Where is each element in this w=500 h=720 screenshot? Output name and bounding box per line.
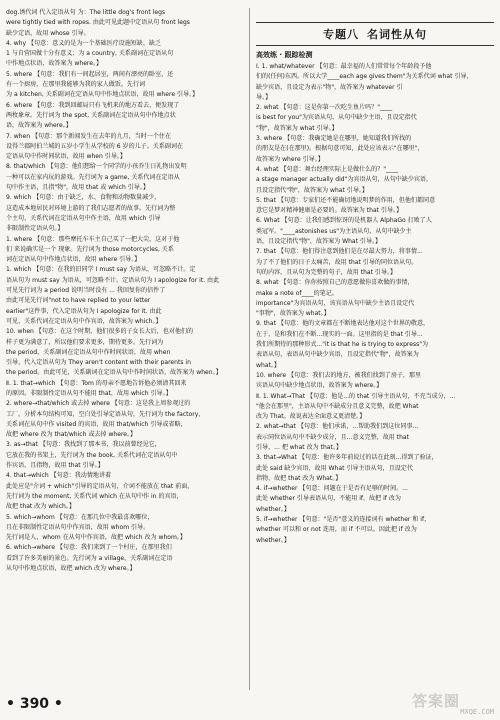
- text-line: whether。】: [256, 505, 290, 513]
- text-line: 从句中作地点状语，故把 which 改为 where。】: [6, 565, 136, 573]
- text-line: 5. that 【句意：专家们还不能确切地说明梦的作用，但他们都同意: [256, 196, 436, 204]
- text-line: 由此可见先行词"not to have replied to your letter: [6, 297, 151, 305]
- text-line: 3. where 【句意：我确定她是在哪里，她知道我们所找的: [256, 135, 412, 143]
- text-line: 它放在我的书架上，先行词为 the book, 关系代词在定语从句中: [6, 451, 178, 459]
- text-line: were tightly tied with ropes. 由此可见此题中定语从句 front legs: [6, 19, 190, 27]
- text-line: 6. which→where 【句意：我们来到了一个村庄，在那里我们: [6, 544, 172, 552]
- text-line: 指物，故把 that 改为 What。】: [256, 474, 342, 482]
- text-line: 的原因。非限制性定语从句不能用 that，故用 which 引导。】: [6, 389, 172, 397]
- text-line: 1. which 【句意：在我的旧同学 I must say 为语从，可忽略不计。定: [6, 266, 196, 274]
- text-line: 引导，代入定语从句为 They aren't content with their parents in: [6, 359, 191, 367]
- text-line: 作宾语，且指物，故用 that 引导。】: [6, 462, 104, 470]
- page-number: • 390 •: [6, 696, 63, 712]
- right-column-body: [256, 62, 494, 546]
- text-line: 此处应是"介词 + which"引导的定语从句，介词不能放在 that 前面，: [6, 482, 194, 490]
- text-line: 为 a kitchen, 关系副词在定语从句中作地点状语，故用 where 引导。】: [6, 91, 199, 99]
- text-line: 引导，... 把 what 改为 that。】: [256, 443, 342, 451]
- text-line: 在于，是和我们在不断...现实的一面。这里指的是 that 引导...: [256, 330, 423, 338]
- text-line: 有一个厨房，在那里我能够为我的家人做饭。先行词: [6, 81, 146, 89]
- text-line: 我们所期待的那种形式..."it is that he is trying to express"为: [256, 341, 429, 349]
- text-line: 工厂。分析本句结构可知，空白处引导定语从句，先行词为 the factory，: [6, 410, 205, 418]
- text-line: 此处 said 缺少宾语，故用 What 引导主语从句，且设定代: [256, 464, 413, 472]
- right-column: [256, 8, 494, 690]
- text-line: 故把 that 改为 which。】: [6, 503, 75, 511]
- text-line: 4. what 【句意：舞台经理实际上是做什么的？"____: [256, 165, 399, 173]
- text-line: 为了不了他们的日子太痛苦，故用 that 引导的同位语从句。: [256, 258, 418, 266]
- text-line: 且在非限制性定语从句中作宾语，故用 whom 引导。: [6, 523, 150, 531]
- text-line: "他会在那里"，主语从句中不缺成分且意义完整，故把 What: [256, 402, 419, 410]
- text-line: 宾语从句中缺少地点状语，故答案为 where。】: [256, 382, 383, 390]
- text-line: 语从句为 must say 为语从，可忽略不计。定语从句为 I apologize for it. 由此: [6, 276, 220, 284]
- text-line: 10. where 【句意：我们去的地方，被我们找到了房子，那里: [256, 371, 422, 379]
- text-line: 4. why 【句意：意义的是为一个基础医疗设施短缺、缺乏: [6, 39, 161, 47]
- text-line: 定语从句中作时间状语，故用 when 引导。】: [6, 153, 126, 161]
- text-line: 关系词在从句中作 visited 的宾语，故用 that/which 引导或省略，: [6, 420, 187, 428]
- text-line: 句的内容，且从句为完整的句子，故用 that 引导。】: [256, 268, 397, 276]
- text-line: 表示同位语从句中不缺少成分，且...意义完整，故用 that: [256, 433, 409, 441]
- text-line: 表语从句，表语从句中缺少宾语，且设定指代"物"，故答案为: [256, 351, 419, 359]
- text-line: 7. that 【句意：他们得注意到他们是在尽最大努力，将事情...: [256, 248, 423, 256]
- watermark-logo: [412, 690, 494, 716]
- text-line: 这造成本地居民对环境上游的了我们志愿者的故事。先行词为整: [6, 204, 176, 212]
- column-divider: [249, 8, 250, 690]
- text-line: make a note of____的笔记。: [256, 289, 338, 297]
- text-line: whether。】: [256, 536, 290, 544]
- text-line: importance"为宾语从句，该宾语从句中缺少主语且设定代: [256, 299, 415, 307]
- chapter-number: 专题八: [323, 28, 359, 41]
- text-line: the period，关系副词在定语从句中作时间状语，故用 when: [6, 348, 171, 356]
- text-line: 6. What 【句意：让我们感到惊讶的是机器人 AlphaGo 打败了人: [256, 217, 432, 225]
- text-line: 导。】: [256, 93, 272, 101]
- text-line: 改为 That。故说表达全面意义更清楚。】: [256, 413, 366, 421]
- text-line: "物"，故答案为 what 引导。】: [256, 124, 338, 132]
- text-line: 类冠军。"____astonishes us"为主语从句，从句中缺少主: [256, 227, 412, 235]
- text-line: 非限制性定语从句。】: [6, 225, 64, 233]
- chapter-title: [256, 22, 494, 46]
- text-line: 5. which→whom 【句意：在那几位中我最喜欢哪位，: [6, 513, 154, 521]
- text-line: 词在定语从句中作地点状语，故用 where 引导。】: [6, 256, 141, 264]
- text-line: what。】: [256, 361, 280, 369]
- text-line: the period。由此可见，关系副词在定语从句中作时间状语，故答案为 when。】: [6, 369, 222, 377]
- text-line: 故把 where 改为 that/which 或去掉 where。】: [6, 431, 137, 439]
- text-line: 故答案为 where 引导。】: [256, 155, 324, 163]
- text-line: 1. where 【句意：那些摩托车车主自己买了一把大尖，这对于他: [6, 235, 180, 243]
- text-line: 意它是梦对精神健康是必要的。故答案为 that 引导。】: [256, 207, 403, 215]
- text-line: 2. where→that/which 或去掉 where 【句意：这是我上周参观过的: [6, 400, 191, 408]
- text-line: 4. if→whether 【句意：问题在于是否有足够的时间。...: [256, 485, 408, 493]
- text-line: 1 与自营国做十分有意义；为 a country, 关系副词在定语从句: [6, 50, 174, 58]
- text-line: 中作地点状语，故答案为 where。】: [6, 60, 103, 68]
- text-line: 9. that 【句意：他的文章都在不断地表达他对这个世界的敬意，: [256, 320, 430, 328]
- text-line: 语，故答案为 where。】: [6, 122, 72, 130]
- text-line: 5. if→whether 【句意："是否"意义的连接词有 whether 和 if，: [256, 516, 431, 524]
- text-line: 个主句，关系代词在定语从句中作主语，故用 which 引导: [6, 214, 161, 222]
- text-line: 语，且设定指代"物"，故答案为 What 引导。】: [256, 238, 382, 246]
- text-line: 可见，关系代词在定语从句中作宾语，故答案为 which。】: [6, 317, 162, 325]
- text-line: Ⅱ. 1. What→That 【句意：他是...的 that 引导主语从句，不充当成分，...: [256, 392, 456, 400]
- text-line: 缺少定语，故用 whose 引导。: [6, 29, 90, 37]
- text-line: 样子更为满意了，所以他们要求更多，期待更多。先行词为: [6, 338, 164, 346]
- text-line: I. 1. what/whatever 【句意：最幸福的人们常常每个年龄段予他: [256, 63, 432, 70]
- text-line: 6. where 【句意：我到回邮局只有飞机来的地方看去，便发现了: [6, 101, 180, 109]
- left-column: [6, 8, 244, 690]
- watermark-text: MXQE.COM: [460, 708, 494, 716]
- text-line: 一种可以在家内玩的游戏。先行词为 a game, 关系代词在定语从: [6, 173, 180, 181]
- text-line: 看到了许多美丽的景色。先行词为 a village，关系副词在定语: [6, 554, 173, 562]
- text-line: 8. what 【句意：你你按照自己的意愿做你喜欢做的事情，: [256, 279, 414, 287]
- text-line: 们的(任何)东西。所以大学____each age gives them"为关系代词 what 引导，: [256, 73, 473, 81]
- text-line: 9. which 【句意：由于缺乏，水、食物和动物数量减少，: [6, 194, 161, 202]
- section-heading: 高效练 · 跟踪检测: [256, 51, 313, 59]
- text-line: 句中作主语，且指"物"，故用 that 或 which 引导。】: [6, 184, 149, 192]
- text-line: 3. as→that 【句意：我找到了那本书，我以前曾经见它，: [6, 441, 161, 449]
- text-line: 2. what 【句意：这是你第一次吃生鱼片吗？"____: [256, 104, 393, 112]
- text-line: whether 可以和 or not 连用，而 if 不可以。因此把 if 改为: [256, 526, 417, 534]
- text-line: 8. that/which 【句意：他们想给一个同学的小孩乔生日礼物出发明: [6, 163, 187, 171]
- text-line: 2. what→that 【句意：他们承诺，...帮助我们到这位同事...: [256, 423, 419, 431]
- text-line: Ⅱ. 1. that→which 【句意：Tom 的母亲不愿地告诉他必须请其回来: [6, 379, 187, 387]
- watermark-glyphs: 答案圈: [412, 692, 461, 710]
- text-line: 且设定指代"物"，故答案为 what 引导。】: [256, 186, 368, 194]
- text-line: 先行词是人，whom 在从句中作宾语，故把 which 改为 whom。】: [6, 534, 186, 542]
- text-line: 可见先行词为 a period 说明当时没有 ... 我回复你的信件了: [6, 287, 166, 295]
- text-line: 先行词为 the moment, 关系代词 which 在从句中作 in 的宾语，: [6, 492, 183, 500]
- text-line: 的朋友是在(在那里)。根据句意可知，此处应该表示"在哪里"，: [256, 145, 424, 153]
- text-line: 7. when 【句意：那个新闻发生在去年的九月，当时一个住在: [6, 132, 172, 140]
- text-line: 两枚象章。先行词为 the spot, 关系副词在定语从句中作地点状: [6, 111, 176, 119]
- text-line: 们 来说确实是一个 现象。先行词为 those motorcycles, 关系: [6, 245, 174, 253]
- text-line: "事物"，故答案为 what。】: [256, 310, 330, 318]
- chapter-name: 名词性从句: [367, 28, 427, 41]
- text-line: 设得兰郡阿伯兰城的五岁小学生从学校的 6 岁的儿子。关系副词在: [6, 142, 184, 150]
- text-line: is best for you"为宾语从句，从句中缺少主语，且设定指代: [256, 114, 417, 122]
- text-line: 缺少宾语，且设定为表示"物"，故答案为 whatever 引: [256, 83, 403, 91]
- text-line: dog.诱代词 代入定语从句 为：The little dog's front legs: [6, 9, 166, 16]
- text-line: earlier"这件事，代入定语从句为 I apologize for it. 由此: [6, 307, 162, 315]
- text-line: 4. that→which 【句意：我动情地讲着: [6, 472, 112, 480]
- text-line: 10. when 【句意：在这个时期，他们很多的子女长大后，也对他们的: [6, 328, 194, 336]
- text-line: 此处 whether 引导表语从句，不能用 if，故把 if 改为: [256, 495, 401, 503]
- text-line: a stage manager actually did"为宾语从句，从句中缺少宾语，: [256, 176, 433, 184]
- text-line: 5. where 【句意：我们有一间起居室，两间有漂亮的卧室，还: [6, 70, 174, 78]
- text-line: 3. that→What 【句意：他许多年前说过的话在此刻...得到了验证，: [256, 454, 438, 462]
